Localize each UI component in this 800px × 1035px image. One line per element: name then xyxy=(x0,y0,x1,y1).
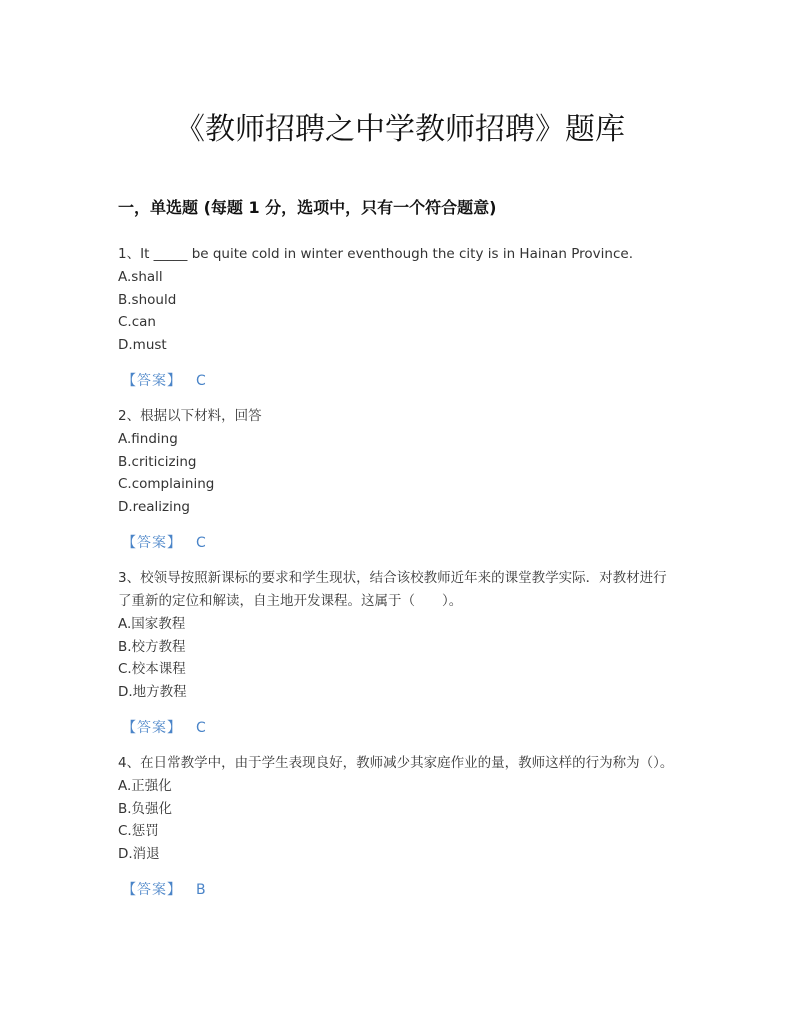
option-d: D.地方教程 xyxy=(118,683,187,700)
option-c: C.惩罚 xyxy=(118,823,159,839)
question-stem: 4、在日常教学中，由于学生表现良好，教师减少其家庭作业的量，教师这样的行为称为（）。 xyxy=(118,755,674,771)
answer-line xyxy=(118,879,678,901)
question-3 xyxy=(118,567,678,739)
answer-tag: 【答案】 xyxy=(122,882,182,898)
option-d: D.must xyxy=(118,336,167,353)
question-stem: 3、校领导按照新课标的要求和学生现状，结合该校教师近年来的课堂教学实际．对教材进行了重新的定位和解读，自主地开发课程。这属于（ ）。 xyxy=(118,570,667,609)
answer-tag: 【答案】 xyxy=(122,373,182,389)
option-c: C.complaining xyxy=(118,476,215,492)
option-a: A.正强化 xyxy=(118,778,172,794)
answer-value: C xyxy=(196,373,206,389)
option-a: A.finding xyxy=(118,431,178,447)
answer-value: C xyxy=(196,720,206,736)
page-title: 《教师招聘之中学教师招聘》题库 xyxy=(175,112,625,147)
answer-value: C xyxy=(196,535,206,551)
option-a: A.国家教程 xyxy=(118,616,186,632)
option-b: B.should xyxy=(118,291,177,308)
option-a: A.shall xyxy=(118,269,163,285)
option-d: D.realizing xyxy=(118,498,190,515)
question-stem: 1、It _____ be quite cold in winter eventhough the city is in Hainan Province. xyxy=(118,246,633,262)
answer-line xyxy=(118,370,678,392)
option-d: D.消退 xyxy=(118,845,160,862)
option-c: C.校本课程 xyxy=(118,661,186,677)
answer-line xyxy=(118,717,678,739)
answer-value: B xyxy=(196,882,206,898)
answer-tag: 【答案】 xyxy=(122,535,182,551)
option-b: B.criticizing xyxy=(118,453,197,470)
question-1 xyxy=(118,243,678,392)
option-b: B.校方教程 xyxy=(118,638,186,655)
answer-tag: 【答案】 xyxy=(122,720,182,736)
question-stem: 2、根据以下材料，回答 xyxy=(118,408,262,424)
option-c: C.can xyxy=(118,314,156,330)
question-4 xyxy=(118,752,678,901)
question-2 xyxy=(118,405,678,554)
answer-line xyxy=(118,532,678,554)
section-heading: 一，单选题 (每题 1 分，选项中，只有一个符合题意) xyxy=(118,198,497,217)
option-b: B.负强化 xyxy=(118,800,173,817)
